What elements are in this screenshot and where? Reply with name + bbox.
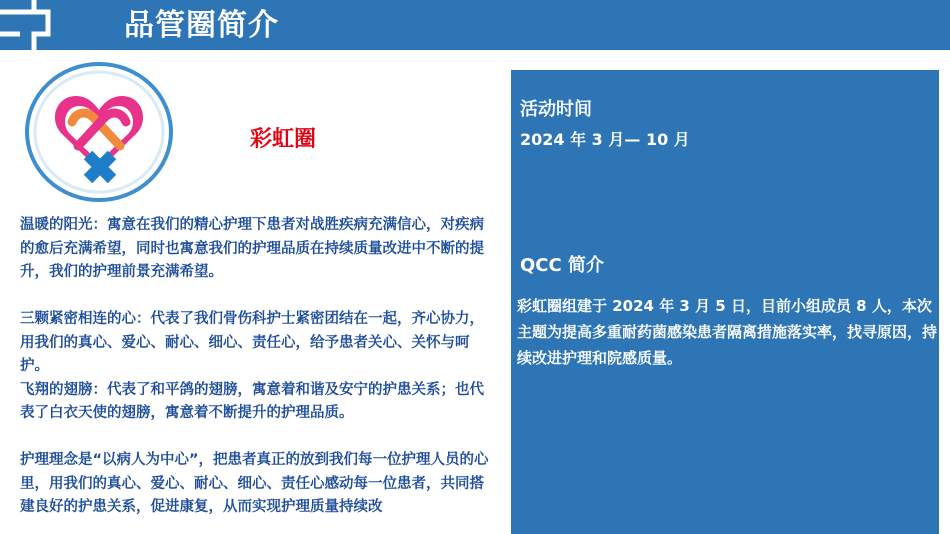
description-three-hearts: 三颗紧密相连的心：代表了我们骨伤科护士紧密团结在一起，齐心协力，用我们的真心、爱心、耐心、细心、责任心，给予患者关心、关怀与呵护。	[20, 311, 484, 374]
qcc-intro-label: QCC 简介	[520, 255, 604, 276]
description-wings: 飞翔的翅膀：代表了和平鸽的翅膀，寓意着和谐及安宁的护患关系；也代表了白衣天使的翅膀，寓意着不断提升的护理品质。	[20, 381, 484, 421]
description-sunshine: 温暖的阳光：寓意在我们的精心护理下患者对战胜疾病充满信心，对疾病的愈后充满希望，同时也寓意我们的护理品质在持续质量改进中不断的提升，我们的护理前景充满希望。	[20, 217, 484, 280]
qcc-intro-text: 彩虹圈组建于 2024 年 3 月 5 日，目前小组成员 8 人，本次主题为提高多重耐药菌感染患者隔离措施落实率，找寻原因，持续改进护理和院感质量。	[517, 297, 938, 367]
info-panel	[511, 70, 939, 534]
header-decoration-icon	[0, 0, 70, 50]
circle-description	[20, 214, 498, 520]
header-bar	[0, 0, 950, 50]
description-nursing-philosophy: 护理理念是“以病人为中心”，把患者真正的放到我们每一位护理人员的心里，用我们的真心、爱心、耐心、细心、责任心感动每一位患者，共同搭建良好的护患关系，促进康复，从而实现护理质量持续改	[20, 452, 489, 515]
activity-time-value: 2024 年 3 月— 10 月	[520, 130, 690, 149]
circle-name: 彩虹圈	[250, 127, 317, 152]
page-title: 品管圈简介	[124, 8, 279, 43]
activity-time-label: 活动时间	[520, 99, 592, 120]
rainbow-circle-logo-icon	[24, 62, 174, 202]
